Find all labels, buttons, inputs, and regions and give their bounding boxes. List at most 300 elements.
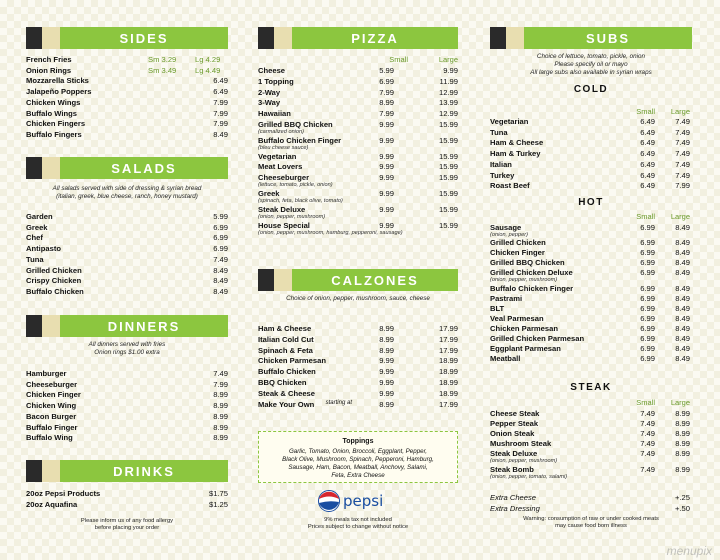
item-price: 7.99: [213, 119, 228, 129]
cold-size-header: Small Large: [636, 107, 690, 116]
menu-item: [490, 138, 692, 149]
item-small-price: 5.99: [379, 66, 394, 75]
item-small-price: 9.99: [379, 378, 394, 387]
menu-item: [258, 120, 458, 135]
item-small-price: 6.49: [640, 127, 655, 137]
menu-item: [490, 149, 692, 160]
menu-item: [26, 287, 228, 298]
item-small-price: 6.49: [640, 181, 655, 191]
item-name: Bacon Burger: [26, 411, 77, 421]
item-large-price: 9.99: [443, 66, 458, 75]
item-small-price: 6.99: [640, 303, 655, 313]
menu-item: [490, 304, 692, 315]
subs-header: [490, 27, 692, 49]
menu-item: [26, 266, 228, 277]
item-large-price: 7.49: [675, 138, 690, 148]
menu-item: [26, 223, 228, 234]
item-small-price: 7.49: [640, 464, 655, 474]
item-name: Onion Steak: [490, 429, 535, 439]
item-small-price: 6.99: [640, 268, 655, 278]
item-name: Eggplant Parmesan: [490, 344, 561, 354]
salads-note: All salads served with side of dressing & syrian bread (italian, greek, blue cheese, ranch, honey mustard): [52, 185, 202, 200]
item-large-price: 8.49: [675, 334, 690, 343]
item-name: Vegetarian: [258, 151, 297, 161]
item-price: $1.25: [208, 499, 228, 509]
item-price: 7.99: [213, 97, 228, 107]
item-small-price: 6.49: [640, 117, 655, 126]
menu-item: [258, 389, 458, 400]
item-large-price: 15.99: [438, 204, 458, 214]
item-small-price: 6.99: [640, 323, 655, 333]
menu-item: [26, 489, 228, 500]
pizza-title: PIZZA: [292, 27, 458, 49]
item-large-price: 8.99: [675, 409, 690, 418]
item-name: Cheese: [258, 66, 286, 75]
item-small-price: 6.49: [640, 138, 655, 148]
item-small-price: 9.99: [379, 220, 394, 230]
menu-item: [490, 464, 692, 480]
item-large-price: 7.49: [675, 159, 690, 169]
pepsi-globe-icon: [318, 490, 340, 512]
item-small-price: 6.99: [640, 354, 655, 364]
menu-item: [490, 344, 692, 355]
item-name: Steak Deluxe: [490, 449, 538, 459]
item-small-price: 9.99: [379, 173, 394, 183]
item-large-price: Lg 4.49: [195, 65, 221, 75]
item-small-price: 6.99: [640, 293, 655, 303]
item-large-price: 7.49: [675, 117, 690, 126]
item-name: 2-Way: [258, 87, 281, 97]
item-name: BBQ Chicken: [258, 378, 307, 387]
hot-subheader: HOT: [578, 197, 604, 208]
item-large-price: 15.99: [438, 135, 458, 145]
menu-item: [26, 380, 228, 391]
item-description: (onion, pepper): [490, 232, 528, 238]
menu-item: [258, 367, 458, 378]
menu-item: [26, 66, 228, 77]
item-name: BLT: [490, 303, 505, 313]
menu-item: [26, 233, 228, 244]
item-name: Buffalo Wing: [26, 433, 73, 443]
item-name: House Special: [258, 220, 310, 230]
menu-item: [26, 276, 228, 287]
item-large-price: 15.99: [438, 173, 458, 183]
item-name: Italian Cold Cut: [258, 334, 314, 344]
item-starting-label: starting at: [325, 399, 352, 406]
item-name: Garden: [26, 212, 53, 221]
item-name: Cheese Steak: [490, 409, 540, 418]
item-price: 6.49: [213, 76, 228, 86]
calzones-note: Choice of onion, pepper, mushroom, sauce, cheese: [286, 295, 430, 302]
item-name: Crispy Chicken: [26, 276, 82, 286]
dinners-title: DINNERS: [60, 315, 228, 337]
item-name: Steak Bomb: [490, 464, 534, 474]
item-small-price: 7.99: [379, 87, 394, 97]
item-price: 8.99: [213, 401, 228, 411]
item-large-price: 8.49: [675, 354, 690, 364]
menu-item: [26, 255, 228, 266]
menu-item: [26, 423, 228, 434]
extra-price: +.25: [675, 493, 690, 502]
item-small-price: 7.49: [640, 429, 655, 439]
item-large-price: 12.99: [438, 87, 458, 97]
item-large-price: 17.99: [438, 399, 458, 409]
item-small-price: 7.99: [379, 109, 394, 119]
item-large-price: 18.99: [438, 378, 458, 387]
menu-item: [26, 212, 228, 223]
item-price: 7.99: [213, 379, 228, 389]
item-large-price: 15.99: [438, 220, 458, 230]
item-name: Hawaiian: [258, 109, 291, 119]
item-large-price: 18.99: [438, 356, 458, 366]
item-name: Spinach & Feta: [258, 345, 313, 355]
steak-subheader: STEAK: [570, 382, 612, 393]
item-price: 7.99: [213, 108, 228, 118]
item-name: Mozzarella Sticks: [26, 76, 89, 86]
item-price: 8.49: [213, 129, 228, 139]
item-large-price: 15.99: [438, 151, 458, 161]
item-large-price: 8.49: [675, 238, 690, 248]
menu-item: [26, 500, 228, 511]
item-large-price: 18.99: [438, 388, 458, 398]
menu-item: [490, 334, 692, 345]
item-name: Chicken Finger: [490, 248, 545, 258]
menu-item: [26, 119, 228, 130]
item-large-price: 8.49: [675, 258, 690, 268]
menu-item: [258, 98, 458, 109]
dinners-header: [26, 315, 228, 337]
item-price: 8.99: [213, 422, 228, 432]
item-large-price: 13.99: [438, 98, 458, 108]
item-name: Antipasto: [26, 244, 62, 254]
item-description: (onion, pepper, tomato, salami): [490, 473, 568, 480]
menu-item: [258, 77, 458, 88]
salads-title: SALADS: [60, 157, 228, 179]
menu-item: [490, 223, 692, 238]
menu-item: [490, 354, 692, 365]
item-small-price: 9.99: [379, 388, 394, 398]
item-name: Ham & Cheese: [490, 138, 544, 148]
menu-item: [26, 109, 228, 120]
item-large-price: 8.49: [675, 293, 690, 303]
item-large-price: 15.99: [438, 189, 458, 198]
item-price: 6.49: [213, 87, 228, 97]
item-name: Grilled Chicken: [490, 238, 546, 248]
item-large-price: Lg 4.29: [195, 55, 221, 64]
item-name: Chicken Finger: [26, 390, 81, 400]
menu-item: [258, 204, 458, 220]
item-large-price: 17.99: [438, 334, 458, 344]
item-name: Buffalo Chicken Finger: [258, 135, 342, 145]
item-description: (spinach, feta, black olive, tomato): [258, 198, 343, 204]
pizza-header: [258, 27, 458, 49]
menu-item: [26, 401, 228, 412]
menu-item: [490, 160, 692, 171]
item-small-price: 9.99: [379, 189, 394, 198]
item-large-price: 7.99: [675, 181, 690, 191]
drinks-title: DRINKS: [60, 460, 228, 482]
pepsi-logo: [318, 490, 383, 512]
item-small-price: 9.99: [379, 162, 394, 172]
item-name: Onion Rings: [26, 65, 72, 75]
item-large-price: 8.99: [675, 449, 690, 459]
item-name: Sausage: [490, 223, 522, 232]
menu-item: [258, 173, 458, 189]
menu-item: [26, 244, 228, 255]
menu-item: [26, 390, 228, 401]
extra-name: Extra Dressing: [490, 504, 540, 513]
item-small-price: 6.99: [640, 238, 655, 248]
item-large-price: 8.49: [675, 223, 690, 232]
menu-item: [490, 324, 692, 335]
subs-note: Choice of lettuce, tomato, pickle, onion Please specify oil or mayo All large subs also available in syrian wraps: [530, 53, 652, 76]
item-small-price: 6.99: [640, 313, 655, 323]
menu-item: [26, 412, 228, 423]
item-price: 8.99: [213, 433, 228, 443]
extra-item: [490, 493, 692, 502]
item-small-price: 8.99: [379, 324, 394, 333]
menu-item: [26, 369, 228, 380]
item-description: (carmalized onion): [258, 129, 305, 135]
menu-item: [258, 356, 458, 367]
menu-item: [26, 98, 228, 109]
item-name: Buffalo Fingers: [26, 129, 82, 139]
item-name: Grilled Chicken: [26, 265, 82, 275]
item-name: Mushroom Steak: [490, 439, 552, 449]
toppings-title: Toppings: [342, 438, 374, 445]
item-large-price: 7.49: [675, 149, 690, 159]
toppings-box: Toppings Garlic, Tomato, Onion, Broccoli, Eggplant, Pepper, Black Olive, Mushroom, Spinach, Pepperoni, Hamburg, Sausage, Ham, Bacon, Meatball, Anchovy, Salami, Feta, Extra Cheese: [258, 431, 458, 483]
item-large-price: 15.99: [438, 120, 458, 129]
item-large-price: 7.49: [675, 127, 690, 137]
item-small-price: 6.99: [640, 283, 655, 293]
item-name: Chicken Parmesan: [490, 323, 558, 333]
item-name: Steak Deluxe: [258, 204, 306, 214]
extra-price: +.50: [675, 504, 690, 513]
salads-header: [26, 157, 228, 179]
item-small-price: 7.49: [640, 449, 655, 459]
item-name: Chicken Wings: [26, 97, 81, 107]
menu-item: [26, 87, 228, 98]
item-small-price: 6.99: [379, 76, 394, 86]
menu-item: [258, 346, 458, 357]
item-description: (onion, pepper, mushroom): [490, 277, 558, 284]
item-name: Meatball: [490, 354, 521, 364]
item-name: Grilled Chicken Deluxe: [490, 268, 573, 278]
menu-item: [258, 378, 458, 389]
menu-item: [490, 294, 692, 305]
item-description: (onion, pepper, mushroom, hamburg, pepperoni, sausage): [258, 229, 403, 236]
item-small-price: 6.49: [640, 149, 655, 159]
item-small-price: 9.99: [379, 120, 394, 129]
item-name: Greek: [26, 222, 48, 232]
item-large-price: 8.99: [675, 439, 690, 449]
item-large-price: 8.99: [675, 419, 690, 429]
menu-item: [490, 284, 692, 295]
item-small-price: 7.49: [640, 439, 655, 449]
menu-item: [490, 439, 692, 450]
item-price: 6.99: [213, 244, 228, 254]
pepsi-wordmark: pepsi: [343, 492, 384, 510]
menu-item: [26, 433, 228, 444]
menu-item: [26, 55, 228, 66]
item-name: Roast Beef: [490, 181, 530, 191]
item-name: Chef: [26, 233, 43, 243]
item-small-price: 8.99: [379, 334, 394, 344]
item-name: Veal Parmesan: [490, 313, 544, 323]
menu-item: [258, 88, 458, 99]
menu-item: [258, 162, 458, 173]
item-price: 8.49: [213, 276, 228, 286]
item-description: (lettuce, tomato, pickle, onion): [258, 182, 333, 189]
item-price: $1.75: [208, 489, 228, 498]
menu-item: [490, 128, 692, 139]
item-name: Buffalo Chicken: [258, 367, 316, 377]
pizza-size-header: Small Large: [389, 55, 458, 64]
tax-note: 9% meals tax not included Prices subject to change without notice: [307, 517, 409, 530]
menu-item: [490, 171, 692, 182]
item-price: 8.49: [213, 286, 228, 296]
item-name: Ham & Turkey: [490, 149, 541, 159]
item-name: Grilled BBQ Chicken: [490, 258, 565, 268]
menu-item: [490, 248, 692, 259]
item-price: 6.99: [213, 233, 228, 243]
item-large-price: 12.99: [438, 109, 458, 119]
item-price: 8.99: [213, 390, 228, 400]
item-large-price: 17.99: [438, 324, 458, 333]
menu-item: [258, 66, 458, 77]
menu-item: [490, 181, 692, 192]
item-name: Tuna: [26, 254, 44, 264]
item-name: Hamburger: [26, 369, 67, 378]
item-name: Italian: [490, 159, 512, 169]
menu-item: [26, 76, 228, 87]
item-large-price: 11.99: [439, 76, 458, 86]
item-large-price: 18.99: [438, 367, 458, 377]
calzones-header: [258, 269, 458, 291]
item-small-price: 6.99: [640, 258, 655, 268]
item-small-price: 7.49: [640, 409, 655, 418]
menu-item: [258, 135, 458, 151]
dinners-note: All dinners served with fries Onion rings $1.00 extra: [88, 341, 166, 356]
menu-item: [258, 189, 458, 204]
item-small-price: 6.99: [640, 248, 655, 258]
steak-size-header: Small Large: [636, 398, 690, 407]
item-name: Turkey: [490, 170, 515, 180]
item-name: Buffalo Chicken Finger: [490, 283, 574, 293]
item-price: 5.99: [213, 212, 228, 221]
hot-size-header: Small Large: [636, 212, 690, 221]
item-name: 1 Topping: [258, 76, 294, 86]
item-description: (onion, pepper, mushroom): [490, 458, 558, 465]
menu-item: [258, 220, 458, 236]
item-large-price: 15.99: [438, 162, 458, 172]
item-name: Ham & Cheese: [258, 324, 312, 333]
extra-name: Extra Cheese: [490, 493, 537, 502]
item-name: Buffalo Chicken: [26, 286, 84, 296]
item-small-price: 9.99: [379, 356, 394, 366]
menu-item: [490, 238, 692, 249]
subs-title: SUBS: [524, 27, 692, 49]
menu-item: [258, 400, 458, 411]
menu-item: [258, 335, 458, 346]
menu-item: [490, 314, 692, 325]
sides-header: [26, 27, 228, 49]
item-name: Pepper Steak: [490, 419, 539, 429]
menu-item: [490, 117, 692, 128]
menu-item: [258, 324, 458, 335]
item-price: 7.49: [213, 369, 228, 378]
item-name: Meat Lovers: [258, 162, 303, 172]
item-name: Make Your Own: [258, 399, 315, 409]
extra-item: [490, 504, 692, 513]
item-large-price: 8.49: [675, 268, 690, 278]
cold-subheader: COLD: [573, 84, 609, 95]
item-large-price: 8.49: [675, 303, 690, 313]
item-price: 7.49: [213, 254, 228, 264]
sides-title: SIDES: [60, 27, 228, 49]
item-name: Chicken Parmesan: [258, 356, 326, 366]
item-name: 3-Way: [258, 98, 281, 108]
item-small-price: 8.99: [379, 399, 394, 409]
item-name: Vegetarian: [490, 117, 529, 126]
item-description: (onion, pepper, mushroom): [258, 213, 326, 220]
item-name: Tuna: [490, 127, 508, 137]
item-name: Grilled Chicken Parmesan: [490, 334, 585, 343]
item-large-price: 8.49: [675, 283, 690, 293]
item-name: Buffalo Wings: [26, 108, 77, 118]
item-large-price: 8.49: [675, 323, 690, 333]
item-description: (bleu cheese sauce): [258, 144, 309, 151]
item-small-price: 9.99: [379, 204, 394, 214]
item-large-price: 8.49: [675, 313, 690, 323]
item-small-price: 6.99: [640, 223, 655, 232]
item-large-price: 7.49: [675, 170, 690, 180]
item-name: French Fries: [26, 55, 72, 64]
drinks-header: [26, 460, 228, 482]
item-small-price: 6.99: [640, 344, 655, 354]
menu-item: [26, 130, 228, 141]
menu-item: [490, 449, 692, 465]
menu-item: [490, 268, 692, 284]
watermark: menupix: [666, 544, 712, 558]
item-name: Chicken Wing: [26, 401, 77, 411]
menu-item: [258, 152, 458, 163]
warning-footer: Warning: consumption of raw or under cooked meats may cause food born illness: [523, 516, 659, 529]
item-name: Jalapeño Poppers: [26, 87, 92, 97]
menu-item: [258, 109, 458, 120]
item-name: Grilled BBQ Chicken: [258, 120, 333, 129]
item-name: Chicken Fingers: [26, 119, 86, 129]
item-price: 8.99: [213, 411, 228, 421]
menu-item: [490, 409, 692, 420]
item-large-price: 17.99: [438, 345, 458, 355]
calzones-title: CALZONES: [292, 269, 458, 291]
item-small-price: 6.99: [640, 334, 655, 343]
item-large-price: 8.49: [675, 344, 690, 354]
item-small-price: 7.49: [640, 419, 655, 429]
item-small-price: 9.99: [379, 135, 394, 145]
item-small-price: Sm 3.29: [148, 55, 177, 64]
item-small-price: 8.99: [379, 98, 394, 108]
item-name: Cheeseburger: [26, 379, 78, 389]
item-name: Buffalo Finger: [26, 422, 78, 432]
item-small-price: 6.49: [640, 170, 655, 180]
item-name: Cheeseburger: [258, 173, 310, 183]
item-small-price: Sm 3.49: [148, 65, 177, 75]
item-name: Steak & Cheese: [258, 388, 315, 398]
menu-item: [490, 258, 692, 269]
